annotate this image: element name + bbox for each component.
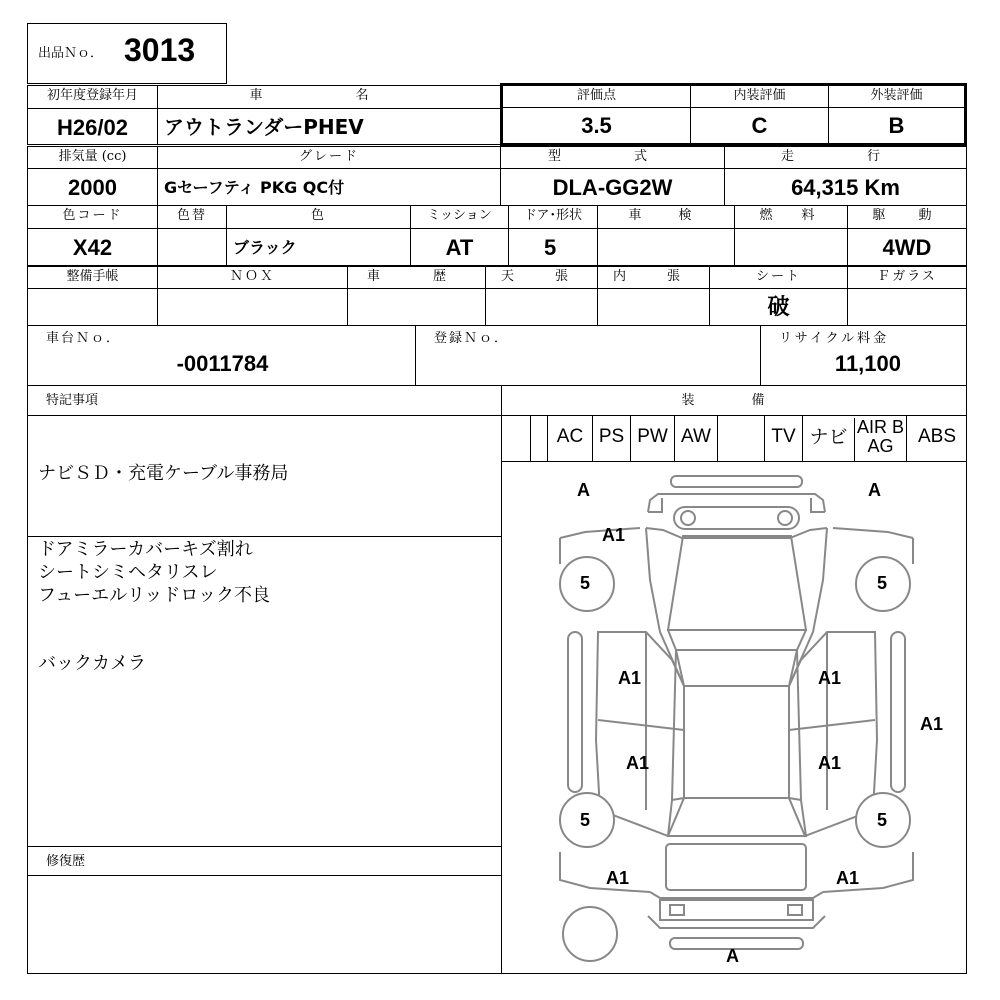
mark-rear-door-left: A1 bbox=[626, 753, 650, 773]
exterior-label: 外装評価 bbox=[829, 86, 964, 108]
mark-fl-wheel: 5 bbox=[580, 573, 591, 593]
lot-box bbox=[27, 23, 227, 84]
mark-rear-door-right: A1 bbox=[818, 753, 842, 773]
equip-ac: AC bbox=[547, 416, 592, 461]
exterior-value: B bbox=[888, 113, 905, 138]
mark-rl-wheel: 5 bbox=[580, 810, 591, 830]
chassis-cell bbox=[27, 325, 416, 386]
mark-right-side: A1 bbox=[920, 714, 944, 734]
model-value: DLA-GG2W bbox=[500, 168, 725, 206]
color-change-value bbox=[157, 228, 227, 266]
displacement-value: 2000 bbox=[27, 168, 158, 206]
mark-front-left: A bbox=[577, 480, 590, 500]
equip-ps: PS bbox=[592, 416, 630, 461]
color-value: ブラック bbox=[226, 228, 411, 266]
lot-label: 出品Ｎｏ． bbox=[38, 46, 104, 61]
seat-value: 破 bbox=[709, 288, 848, 326]
color-code-label: 色コード bbox=[27, 205, 158, 229]
equip-abs: ABS bbox=[906, 416, 967, 461]
car-name-label: 車 名 bbox=[157, 85, 501, 109]
lot-number: 3013 bbox=[124, 32, 196, 68]
maintenance-label: 整備手帳 bbox=[27, 266, 158, 289]
score-value: 3.5 bbox=[503, 108, 691, 143]
car-name-value: アウトランダーPHEV bbox=[157, 108, 501, 145]
mark-fr-wheel: 5 bbox=[877, 573, 888, 593]
grade-label: グレード bbox=[157, 146, 501, 169]
door-type-label: ドア･形状 bbox=[508, 205, 598, 229]
history-label: 車 歴 bbox=[347, 266, 486, 289]
recycle-label: リサイクル料金 bbox=[779, 331, 890, 346]
mark-bonnet: A1 bbox=[602, 525, 626, 545]
inspection-label: 車 検 bbox=[597, 205, 735, 229]
equipment-row bbox=[501, 416, 967, 461]
seat-label: シート bbox=[709, 266, 848, 289]
inspection-value bbox=[597, 228, 735, 266]
f-glass-value bbox=[847, 288, 967, 326]
fuel-value bbox=[734, 228, 848, 266]
sunroof-value bbox=[485, 288, 598, 326]
first-reg-value: H26/02 bbox=[27, 108, 158, 145]
model-label: 型 式 bbox=[500, 146, 725, 169]
interior-label: 内装評価 bbox=[691, 86, 829, 108]
inner-lining-label: 内 張 bbox=[597, 266, 710, 289]
remarks-detail-3: フューエルリッドロック不良 bbox=[38, 585, 271, 606]
sunroof-label: 天 張 bbox=[485, 266, 598, 289]
color-label: 色 bbox=[226, 205, 411, 229]
remarks-label: 特記事項 bbox=[46, 393, 99, 408]
equip-blank-1 bbox=[530, 416, 547, 461]
remarks-line1: ナビＳＤ・充電ケーブル事務局 bbox=[38, 463, 289, 484]
equipment-label: 装 備 bbox=[681, 393, 787, 408]
fuel-label: 燃 料 bbox=[734, 205, 848, 229]
grade-value: Gセーフティ PKG QC付 bbox=[157, 168, 501, 206]
drive-label: 駆 動 bbox=[847, 205, 967, 229]
equip-blank-2 bbox=[717, 416, 764, 461]
history-value bbox=[347, 288, 486, 326]
nox-value bbox=[157, 288, 348, 326]
mark-rear: A bbox=[726, 946, 739, 966]
maintenance-value bbox=[27, 288, 158, 326]
equip-tv: TV bbox=[764, 416, 802, 461]
drive-value: 4WD bbox=[847, 228, 967, 266]
color-code-value: X42 bbox=[27, 228, 158, 266]
recycle-value: 11,100 bbox=[834, 351, 901, 376]
mark-rr-wheel: 5 bbox=[877, 810, 888, 830]
remarks-camera: バックカメラ bbox=[38, 653, 146, 674]
mileage-label: 走 行 bbox=[724, 146, 967, 169]
transmission-label: ミッション bbox=[410, 205, 509, 229]
score-label: 評価点 bbox=[503, 86, 691, 108]
inner-lining-value bbox=[597, 288, 710, 326]
remarks-detail-1: ドアミラーカバーキズ割れ bbox=[38, 539, 253, 560]
door-type-value: 5 bbox=[508, 228, 598, 266]
interior-value: C bbox=[691, 108, 829, 143]
first-reg-label: 初年度登録年月 bbox=[27, 85, 158, 109]
mark-front-right: A bbox=[868, 480, 881, 500]
mark-front-door-right: A1 bbox=[818, 668, 842, 688]
repair-history-label: 修復歴 bbox=[46, 854, 86, 869]
mark-rear-quarter-left: A1 bbox=[606, 868, 630, 888]
mileage-value: 64,315 Km bbox=[724, 168, 967, 206]
f-glass-label: Ｆガラス bbox=[847, 266, 967, 289]
chassis-label: 車台Ｎｏ． bbox=[46, 331, 122, 346]
mark-rear-quarter-right: A1 bbox=[836, 868, 860, 888]
mark-front-door-left: A1 bbox=[618, 668, 642, 688]
car-diagram bbox=[501, 462, 967, 974]
recycle-cell bbox=[760, 325, 967, 386]
equip-airbag: AIR BAG bbox=[854, 418, 906, 461]
reg-no-label: 登録Ｎｏ． bbox=[434, 331, 510, 346]
nox-label: ＮＯＸ bbox=[157, 266, 348, 289]
equip-navi: ナビ bbox=[802, 416, 854, 461]
chassis-value: -0011784 bbox=[176, 351, 269, 376]
color-change-label: 色替 bbox=[157, 205, 227, 229]
equip-pw: PW bbox=[630, 416, 674, 461]
displacement-label: 排気量 (cc) bbox=[27, 146, 158, 169]
equip-aw: AW bbox=[674, 416, 717, 461]
transmission-value: AT bbox=[410, 228, 509, 266]
remarks-detail-2: シートシミヘタリスレ bbox=[38, 562, 218, 583]
reg-no-cell bbox=[415, 325, 761, 386]
